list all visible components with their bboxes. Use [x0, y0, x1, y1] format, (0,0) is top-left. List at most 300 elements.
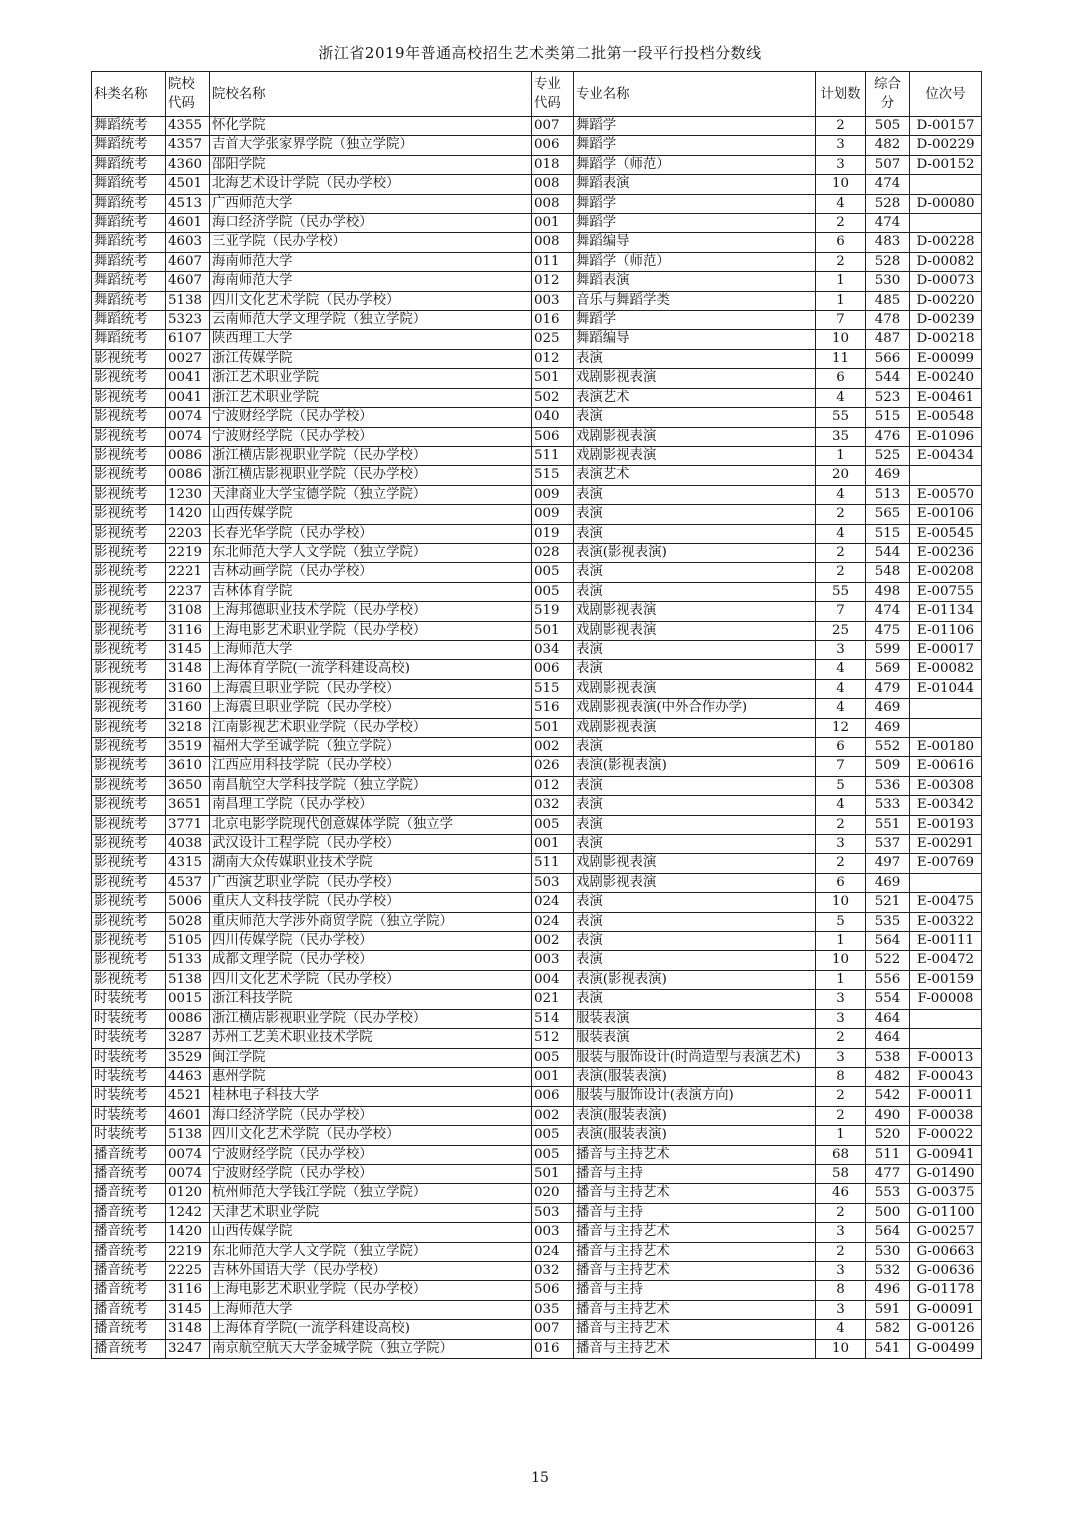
major-code-cell: 005 [532, 1126, 574, 1145]
category-cell: 播音统考 [92, 1242, 166, 1261]
category-cell: 影视统考 [92, 951, 166, 970]
score-cell: 553 [866, 1184, 910, 1203]
plan-count-cell: 5 [816, 776, 866, 795]
major-code-cell: 003 [532, 1223, 574, 1242]
table-row [92, 1126, 982, 1145]
major-code-cell: 020 [532, 1184, 574, 1203]
major-code-cell: 005 [532, 563, 574, 582]
school-code-cell: 4360 [166, 155, 210, 174]
category-cell: 播音统考 [92, 1261, 166, 1280]
plan-count-cell: 4 [816, 524, 866, 543]
score-cell: 544 [866, 369, 910, 388]
score-cell: 533 [866, 796, 910, 815]
school-name-cell: 吉首大学张家界学院（独立学院） [210, 136, 532, 155]
major-code-cell: 003 [532, 291, 574, 310]
major-name-cell: 播音与主持艺术 [574, 1184, 816, 1203]
school-code-cell: 4315 [166, 854, 210, 873]
category-cell: 舞蹈统考 [92, 252, 166, 271]
category-cell: 播音统考 [92, 1203, 166, 1222]
major-name-cell: 表演 [574, 893, 816, 912]
plan-count-cell: 68 [816, 1145, 866, 1164]
rank-cell: D-00239 [910, 311, 982, 330]
school-name-cell: 云南师范大学文理学院（独立学院） [210, 311, 532, 330]
major-code-cell: 006 [532, 660, 574, 679]
school-name-cell: 浙江横店影视职业学院（民办学校） [210, 446, 532, 465]
rank-cell: E-00342 [910, 796, 982, 815]
school-name-cell: 浙江科技学院 [210, 990, 532, 1009]
table-row [92, 854, 982, 873]
major-code-cell: 002 [532, 932, 574, 951]
plan-count-cell: 2 [816, 1106, 866, 1125]
major-name-cell: 音乐与舞蹈学类 [574, 291, 816, 310]
table-row [92, 640, 982, 659]
rank-cell: E-00111 [910, 932, 982, 951]
major-code-cell: 514 [532, 1009, 574, 1028]
rank-cell: E-00236 [910, 543, 982, 562]
rank-cell: E-00548 [910, 408, 982, 427]
table-row [92, 311, 982, 330]
plan-count-cell: 2 [816, 1203, 866, 1222]
school-code-cell: 5138 [166, 1126, 210, 1145]
table-row [92, 796, 982, 815]
table-row [92, 388, 982, 407]
major-name-cell: 表演 [574, 990, 816, 1009]
rank-cell: G-00126 [910, 1320, 982, 1339]
plan-count-cell: 2 [816, 117, 866, 136]
table-row [92, 835, 982, 854]
category-cell: 影视统考 [92, 835, 166, 854]
school-code-cell: 2219 [166, 543, 210, 562]
school-name-cell: 上海震旦职业学院（民办学校） [210, 699, 532, 718]
table-row [92, 446, 982, 465]
major-name-cell: 舞蹈学（师范） [574, 252, 816, 271]
school-name-cell: 怀化学院 [210, 117, 532, 136]
score-cell: 542 [866, 1087, 910, 1106]
major-code-cell: 009 [532, 505, 574, 524]
school-code-cell: 5323 [166, 311, 210, 330]
rank-cell: E-01134 [910, 602, 982, 621]
table-row [92, 621, 982, 640]
school-code-cell: 2203 [166, 524, 210, 543]
score-cell: 497 [866, 854, 910, 873]
major-name-cell: 播音与主持艺术 [574, 1223, 816, 1242]
school-code-cell: 3160 [166, 679, 210, 698]
category-cell: 影视统考 [92, 466, 166, 485]
table-row [92, 699, 982, 718]
table-row [92, 1223, 982, 1242]
school-name-cell: 海口经济学院（民办学校） [210, 1106, 532, 1125]
school-code-cell: 5105 [166, 932, 210, 951]
category-cell: 影视统考 [92, 738, 166, 757]
school-name-cell: 上海电影艺术职业学院（民办学校） [210, 621, 532, 640]
score-cell: 513 [866, 485, 910, 504]
school-code-cell: 2225 [166, 1261, 210, 1280]
score-cell: 474 [866, 175, 910, 194]
category-cell: 影视统考 [92, 660, 166, 679]
school-name-cell: 邵阳学院 [210, 155, 532, 174]
category-cell: 影视统考 [92, 796, 166, 815]
category-cell: 播音统考 [92, 1300, 166, 1319]
school-name-cell: 宁波财经学院（民办学校） [210, 427, 532, 446]
school-name-cell: 重庆师范大学涉外商贸学院（独立学院） [210, 912, 532, 931]
score-cell: 530 [866, 1242, 910, 1261]
table-row [92, 1261, 982, 1280]
rank-cell: E-00193 [910, 815, 982, 834]
school-name-cell: 海南师范大学 [210, 272, 532, 291]
school-code-cell: 3148 [166, 660, 210, 679]
score-cell: 476 [866, 427, 910, 446]
category-cell: 影视统考 [92, 893, 166, 912]
major-name-cell: 服装与服饰设计(时尚造型与表演艺术) [574, 1048, 816, 1067]
major-name-cell: 舞蹈学 [574, 117, 816, 136]
major-code-cell: 008 [532, 194, 574, 213]
category-cell: 影视统考 [92, 349, 166, 368]
score-cell: 582 [866, 1320, 910, 1339]
rank-cell: E-00240 [910, 369, 982, 388]
score-cell: 478 [866, 311, 910, 330]
rank-cell [910, 1009, 982, 1028]
major-code-cell: 001 [532, 835, 574, 854]
major-code-cell: 005 [532, 1145, 574, 1164]
school-name-cell: 闽江学院 [210, 1048, 532, 1067]
school-code-cell: 4601 [166, 1106, 210, 1125]
table-row [92, 233, 982, 252]
score-cell: 487 [866, 330, 910, 349]
major-code-cell: 506 [532, 1281, 574, 1300]
table-row [92, 679, 982, 698]
plan-count-cell: 8 [816, 1067, 866, 1086]
plan-count-cell: 3 [816, 1048, 866, 1067]
category-cell: 影视统考 [92, 582, 166, 601]
major-name-cell: 舞蹈表演 [574, 272, 816, 291]
plan-count-cell: 2 [816, 1029, 866, 1048]
school-name-cell: 东北师范大学人文学院（独立学院） [210, 543, 532, 562]
major-code-cell: 516 [532, 699, 574, 718]
school-name-cell: 江西应用科技学院（民办学校） [210, 757, 532, 776]
score-cell: 566 [866, 349, 910, 368]
major-name-cell: 戏剧影视表演(中外合作办学) [574, 699, 816, 718]
category-cell: 影视统考 [92, 718, 166, 737]
header-score: 综合分 [866, 72, 910, 117]
category-cell: 影视统考 [92, 524, 166, 543]
rank-cell: G-00375 [910, 1184, 982, 1203]
category-cell: 播音统考 [92, 1320, 166, 1339]
rank-cell: D-00080 [910, 194, 982, 213]
plan-count-cell: 1 [816, 1126, 866, 1145]
table-row [92, 485, 982, 504]
plan-count-cell: 2 [816, 1242, 866, 1261]
table-row [92, 136, 982, 155]
school-code-cell: 0041 [166, 388, 210, 407]
plan-count-cell: 3 [816, 1300, 866, 1319]
major-code-cell: 512 [532, 1029, 574, 1048]
score-cell: 564 [866, 1223, 910, 1242]
school-code-cell: 0027 [166, 349, 210, 368]
major-name-cell: 表演(服装表演) [574, 1067, 816, 1086]
rank-cell: D-00218 [910, 330, 982, 349]
school-code-cell: 0074 [166, 1145, 210, 1164]
plan-count-cell: 3 [816, 835, 866, 854]
category-cell: 影视统考 [92, 505, 166, 524]
category-cell: 影视统考 [92, 640, 166, 659]
school-name-cell: 湖南大众传媒职业技术学院 [210, 854, 532, 873]
score-cell: 475 [866, 621, 910, 640]
score-cell: 523 [866, 388, 910, 407]
major-name-cell: 表演(影视表演) [574, 757, 816, 776]
major-name-cell: 舞蹈学 [574, 136, 816, 155]
rank-cell: E-00159 [910, 970, 982, 989]
rank-cell: E-00322 [910, 912, 982, 931]
table-row [92, 1106, 982, 1125]
score-cell: 474 [866, 602, 910, 621]
major-name-cell: 播音与主持 [574, 1203, 816, 1222]
category-cell: 时装统考 [92, 1067, 166, 1086]
category-cell: 舞蹈统考 [92, 117, 166, 136]
plan-count-cell: 58 [816, 1164, 866, 1183]
major-code-cell: 024 [532, 912, 574, 931]
rank-cell [910, 873, 982, 892]
table-row [92, 815, 982, 834]
plan-count-cell: 8 [816, 1281, 866, 1300]
major-name-cell: 表演 [574, 815, 816, 834]
table-row [92, 524, 982, 543]
major-name-cell: 舞蹈表演 [574, 175, 816, 194]
plan-count-cell: 3 [816, 155, 866, 174]
rank-cell: F-00011 [910, 1087, 982, 1106]
header-school-code: 院校代码 [166, 72, 210, 117]
table-row [92, 1087, 982, 1106]
table-row [92, 272, 982, 291]
school-name-cell: 山西传媒学院 [210, 505, 532, 524]
score-cell: 565 [866, 505, 910, 524]
major-name-cell: 播音与主持艺术 [574, 1145, 816, 1164]
rank-cell: G-00636 [910, 1261, 982, 1280]
plan-count-cell: 2 [816, 815, 866, 834]
school-name-cell: 上海师范大学 [210, 640, 532, 659]
major-name-cell: 表演 [574, 349, 816, 368]
category-cell: 舞蹈统考 [92, 214, 166, 233]
school-code-cell: 6107 [166, 330, 210, 349]
table-row [92, 1184, 982, 1203]
major-name-cell: 舞蹈编导 [574, 233, 816, 252]
school-code-cell: 3116 [166, 621, 210, 640]
score-cell: 469 [866, 718, 910, 737]
category-cell: 影视统考 [92, 815, 166, 834]
score-cell: 474 [866, 214, 910, 233]
major-name-cell: 表演 [574, 912, 816, 931]
major-code-cell: 008 [532, 175, 574, 194]
major-name-cell: 表演 [574, 563, 816, 582]
major-name-cell: 表演 [574, 408, 816, 427]
school-code-cell: 4607 [166, 252, 210, 271]
major-code-cell: 501 [532, 1164, 574, 1183]
score-cell: 544 [866, 543, 910, 562]
table-row [92, 408, 982, 427]
rank-cell: E-00755 [910, 582, 982, 601]
plan-count-cell: 2 [816, 543, 866, 562]
rank-cell: E-00769 [910, 854, 982, 873]
category-cell: 播音统考 [92, 1339, 166, 1358]
category-cell: 影视统考 [92, 679, 166, 698]
plan-count-cell: 10 [816, 175, 866, 194]
major-name-cell: 表演 [574, 738, 816, 757]
table-row [92, 175, 982, 194]
major-name-cell: 表演 [574, 660, 816, 679]
school-name-cell: 吉林动画学院（民办学校） [210, 563, 532, 582]
major-code-cell: 003 [532, 951, 574, 970]
major-name-cell: 表演 [574, 932, 816, 951]
school-name-cell: 广西师范大学 [210, 194, 532, 213]
major-name-cell: 戏剧影视表演 [574, 621, 816, 640]
table-header-row [92, 72, 982, 117]
major-code-cell: 515 [532, 466, 574, 485]
score-cell: 500 [866, 1203, 910, 1222]
header-major-code: 专业代码 [532, 72, 574, 117]
score-cell: 548 [866, 563, 910, 582]
plan-count-cell: 7 [816, 757, 866, 776]
major-code-cell: 002 [532, 1106, 574, 1125]
category-cell: 舞蹈统考 [92, 311, 166, 330]
major-name-cell: 舞蹈编导 [574, 330, 816, 349]
major-name-cell: 表演(服装表演) [574, 1106, 816, 1125]
major-code-cell: 501 [532, 621, 574, 640]
category-cell: 播音统考 [92, 1223, 166, 1242]
rank-cell: E-00180 [910, 738, 982, 757]
category-cell: 影视统考 [92, 602, 166, 621]
category-cell: 时装统考 [92, 1087, 166, 1106]
major-name-cell: 表演艺术 [574, 388, 816, 407]
category-cell: 时装统考 [92, 1126, 166, 1145]
rank-cell [910, 214, 982, 233]
school-code-cell: 4357 [166, 136, 210, 155]
school-name-cell: 重庆人文科技学院（民办学校） [210, 893, 532, 912]
school-code-cell: 5028 [166, 912, 210, 931]
category-cell: 舞蹈统考 [92, 233, 166, 252]
category-cell: 影视统考 [92, 932, 166, 951]
major-code-cell: 006 [532, 1087, 574, 1106]
table-row [92, 951, 982, 970]
rank-cell: E-00434 [910, 446, 982, 465]
table-row [92, 1203, 982, 1222]
major-code-cell: 511 [532, 854, 574, 873]
major-code-cell: 016 [532, 311, 574, 330]
plan-count-cell: 46 [816, 1184, 866, 1203]
plan-count-cell: 11 [816, 349, 866, 368]
rank-cell: E-01106 [910, 621, 982, 640]
major-code-cell: 025 [532, 330, 574, 349]
major-name-cell: 戏剧影视表演 [574, 602, 816, 621]
major-name-cell: 服装表演 [574, 1009, 816, 1028]
major-code-cell: 005 [532, 582, 574, 601]
school-code-cell: 2221 [166, 563, 210, 582]
header-major-name: 专业名称 [574, 72, 816, 117]
major-code-cell: 035 [532, 1300, 574, 1319]
admission-score-table [91, 71, 982, 1359]
rank-cell: F-00038 [910, 1106, 982, 1125]
major-name-cell: 服装表演 [574, 1029, 816, 1048]
school-code-cell: 1230 [166, 485, 210, 504]
table-row [92, 893, 982, 912]
plan-count-cell: 4 [816, 679, 866, 698]
major-name-cell: 舞蹈学 [574, 214, 816, 233]
school-code-cell: 1420 [166, 1223, 210, 1242]
major-name-cell: 戏剧影视表演 [574, 679, 816, 698]
category-cell: 时装统考 [92, 1009, 166, 1028]
category-cell: 影视统考 [92, 873, 166, 892]
school-name-cell: 南京航空航天大学金城学院（独立学院） [210, 1339, 532, 1358]
school-name-cell: 海南师范大学 [210, 252, 532, 271]
rank-cell: E-00616 [910, 757, 982, 776]
school-name-cell: 宁波财经学院（民办学校） [210, 408, 532, 427]
school-name-cell: 南昌理工学院（民办学校） [210, 796, 532, 815]
major-name-cell: 表演艺术 [574, 466, 816, 485]
school-code-cell: 3771 [166, 815, 210, 834]
school-code-cell: 0120 [166, 1184, 210, 1203]
school-code-cell: 5006 [166, 893, 210, 912]
rank-cell: F-00043 [910, 1067, 982, 1086]
major-code-cell: 001 [532, 214, 574, 233]
school-code-cell: 0015 [166, 990, 210, 1009]
school-code-cell: 4501 [166, 175, 210, 194]
plan-count-cell: 2 [816, 854, 866, 873]
page-number: 15 [531, 1470, 549, 1486]
major-code-cell: 506 [532, 427, 574, 446]
category-cell: 舞蹈统考 [92, 194, 166, 213]
table-row [92, 873, 982, 892]
plan-count-cell: 10 [816, 1339, 866, 1358]
major-code-cell: 018 [532, 155, 574, 174]
major-name-cell: 播音与主持艺术 [574, 1242, 816, 1261]
school-name-cell: 浙江横店影视职业学院（民办学校） [210, 1009, 532, 1028]
major-name-cell: 表演 [574, 951, 816, 970]
major-code-cell: 005 [532, 815, 574, 834]
major-code-cell: 503 [532, 873, 574, 892]
school-code-cell: 1420 [166, 505, 210, 524]
category-cell: 播音统考 [92, 1164, 166, 1183]
school-code-cell: 5133 [166, 951, 210, 970]
major-name-cell: 戏剧影视表演 [574, 427, 816, 446]
major-code-cell: 501 [532, 369, 574, 388]
rank-cell [910, 466, 982, 485]
school-name-cell: 浙江艺术职业学院 [210, 388, 532, 407]
major-code-cell: 028 [532, 543, 574, 562]
school-code-cell: 3145 [166, 1300, 210, 1319]
table-row [92, 582, 982, 601]
rank-cell: E-00082 [910, 660, 982, 679]
rank-cell: D-00082 [910, 252, 982, 271]
major-name-cell: 戏剧影视表演 [574, 873, 816, 892]
major-code-cell: 005 [532, 1048, 574, 1067]
table-row [92, 155, 982, 174]
header-school-name: 院校名称 [210, 72, 532, 117]
score-cell: 479 [866, 679, 910, 698]
rank-cell: D-00152 [910, 155, 982, 174]
table-row [92, 1281, 982, 1300]
table-row [92, 291, 982, 310]
rank-cell: E-00308 [910, 776, 982, 795]
plan-count-cell: 5 [816, 912, 866, 931]
table-row [92, 563, 982, 582]
school-code-cell: 0074 [166, 408, 210, 427]
score-cell: 505 [866, 117, 910, 136]
plan-count-cell: 6 [816, 369, 866, 388]
school-name-cell: 惠州学院 [210, 1067, 532, 1086]
school-code-cell: 3287 [166, 1029, 210, 1048]
score-cell: 490 [866, 1106, 910, 1125]
school-code-cell: 3145 [166, 640, 210, 659]
table-row [92, 349, 982, 368]
score-cell: 482 [866, 136, 910, 155]
